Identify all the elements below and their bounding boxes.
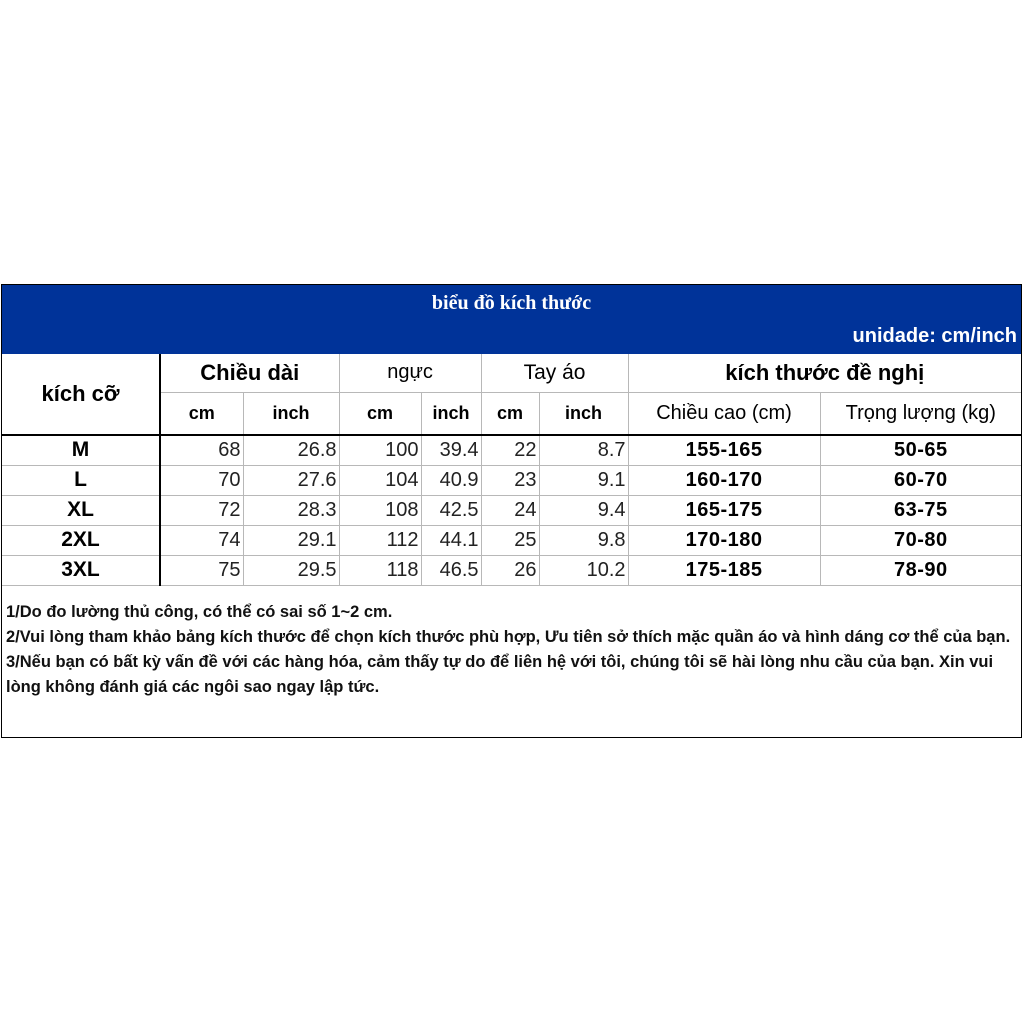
unit-label: unidade: cm/inch (852, 325, 1017, 347)
length-cm-cell: 74 (160, 525, 243, 555)
chest-inch-cell: 44.1 (421, 525, 481, 555)
weight-cell: 63-75 (820, 495, 1021, 525)
length-inch-cell: 27.6 (243, 465, 339, 495)
weight-cell: 78-90 (820, 555, 1021, 585)
sleeve-inch-header: inch (539, 392, 628, 435)
sleeve-cm-cell: 26 (481, 555, 539, 585)
title-banner (2, 285, 1021, 354)
table-row (2, 525, 1021, 555)
sleeve-cm-header: cm (481, 392, 539, 435)
size-cell: 2XL (2, 525, 160, 555)
notes-section (6, 600, 1018, 700)
note-measurement-error: 1/Do đo lường thủ công, có thể có sai số 1~2 cm. (6, 603, 393, 621)
size-cell: M (2, 435, 160, 465)
length-header: Chiều dài (160, 354, 339, 392)
table-row (2, 465, 1021, 495)
chest-inch-header: inch (421, 392, 481, 435)
sleeve-cm-cell: 24 (481, 495, 539, 525)
weight-header: Trọng lượng (kg) (820, 392, 1021, 435)
size-cell: XL (2, 495, 160, 525)
length-cm-cell: 75 (160, 555, 243, 585)
size-chart (1, 284, 1022, 738)
size-cell: 3XL (2, 555, 160, 585)
chest-header: ngực (339, 354, 481, 392)
sleeve-cm-cell: 23 (481, 465, 539, 495)
chest-cm-cell: 100 (339, 435, 421, 465)
length-inch-cell: 29.5 (243, 555, 339, 585)
height-cell: 160-170 (628, 465, 820, 495)
table-row (2, 495, 1021, 525)
sleeve-header: Tay áo (481, 354, 628, 392)
length-cm-cell: 70 (160, 465, 243, 495)
note-contact-seller: 3/Nếu bạn có bất kỳ vấn đề với các hàng hóa, cảm thấy tự do để liên hệ với tôi, chúng tôi sẽ hài lòng nhu cầu của bạn. Xin vui lòng không đánh giá các ngôi sao ngay lập tức. (6, 653, 994, 696)
size-cell: L (2, 465, 160, 495)
weight-cell: 70-80 (820, 525, 1021, 555)
chest-cm-cell: 112 (339, 525, 421, 555)
height-header: Chiều cao (cm) (628, 392, 820, 435)
sleeve-cm-cell: 25 (481, 525, 539, 555)
height-cell: 175-185 (628, 555, 820, 585)
length-inch-cell: 28.3 (243, 495, 339, 525)
chest-inch-cell: 42.5 (421, 495, 481, 525)
table-row (2, 435, 1021, 465)
sleeve-cm-cell: 22 (481, 435, 539, 465)
length-cm-header: cm (160, 392, 243, 435)
weight-cell: 60-70 (820, 465, 1021, 495)
chest-cm-cell: 108 (339, 495, 421, 525)
size-column-header: kích cỡ (2, 354, 160, 435)
sleeve-inch-cell: 9.1 (539, 465, 628, 495)
weight-cell: 50-65 (820, 435, 1021, 465)
sleeve-inch-cell: 9.4 (539, 495, 628, 525)
length-inch-cell: 29.1 (243, 525, 339, 555)
sleeve-inch-cell: 8.7 (539, 435, 628, 465)
chart-title: biểu đồ kích thước (431, 292, 592, 314)
height-cell: 170-180 (628, 525, 820, 555)
recommended-size-header: kích thước đề nghị (628, 354, 1021, 392)
height-cell: 155-165 (628, 435, 820, 465)
chest-inch-cell: 39.4 (421, 435, 481, 465)
chest-inch-cell: 40.9 (421, 465, 481, 495)
height-cell: 165-175 (628, 495, 820, 525)
chest-inch-cell: 46.5 (421, 555, 481, 585)
chest-cm-cell: 104 (339, 465, 421, 495)
sleeve-inch-cell: 10.2 (539, 555, 628, 585)
length-inch-header: inch (243, 392, 339, 435)
chest-cm-cell: 118 (339, 555, 421, 585)
length-cm-cell: 68 (160, 435, 243, 465)
size-table (2, 354, 1021, 586)
sleeve-inch-cell: 9.8 (539, 525, 628, 555)
chest-cm-header: cm (339, 392, 421, 435)
length-cm-cell: 72 (160, 495, 243, 525)
length-inch-cell: 26.8 (243, 435, 339, 465)
table-row (2, 555, 1021, 585)
note-size-reference: 2/Vui lòng tham khảo bảng kích thước để chọn kích thước phù hợp, Ưu tiên sở thích mặc quần áo và hình dáng cơ thể của bạn. (6, 628, 1011, 646)
